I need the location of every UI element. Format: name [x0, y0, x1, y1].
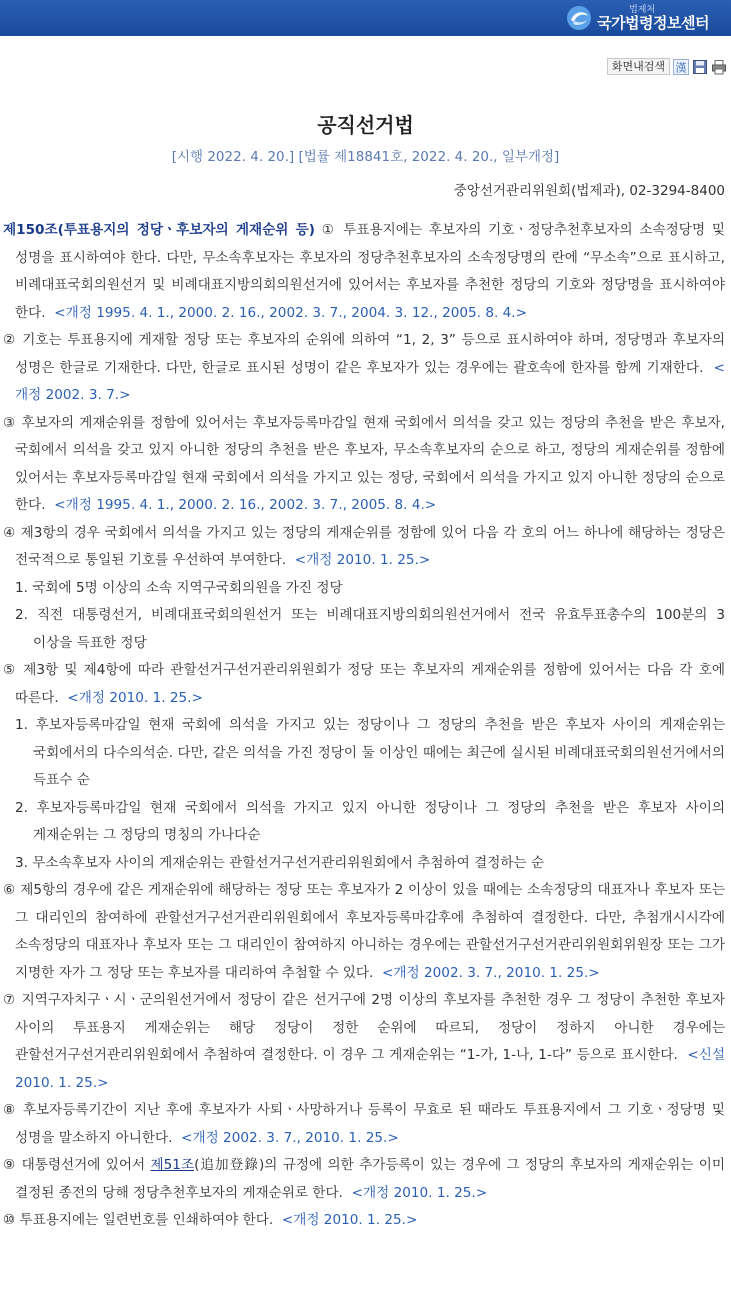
- paragraph-text: ⑦ 지역구자치구ㆍ시ㆍ군의원선거에서 정당이 같은 선거구에 2명 이상의 후보자를 추천한 경우 그 정당이 추천한 후보자 사이의 투표용지 게재순위는 해당 정당이 정한 순위에 따르되, 정당이 정하지 아니한 경우에는 관할선거구선거관리위원회에서 추첨하여 결정한다. 이 경우 그 게재순위는 “1-가, 1-나, 1-다” 등으로 표시한다.: [3, 992, 725, 1063]
- save-icon[interactable]: [692, 59, 708, 75]
- amendment-note: <개정 2010. 1. 25.>: [294, 552, 431, 568]
- paragraph-2: [3, 327, 725, 410]
- toolbar: [607, 58, 727, 75]
- paragraph-5: [3, 657, 725, 712]
- paragraph-9: [3, 1152, 725, 1207]
- paragraph-text: ② 기호는 투표용지에 게재할 정당 또는 후보자의 순위에 의하여 “1, 2, 3” 등으로 표시하여야 하며, 정당명과 후보자의 성명은 한글로 기재한다. 다만, 한글로 표시된 성명이 같은 후보자가 있는 경우에는 괄호속에 한자를 함께 기재한다.: [3, 332, 725, 376]
- amendment-note: <개정 2010. 1. 25.>: [281, 1212, 418, 1228]
- paragraph-text: ④ 제3항의 경우 국회에서 의석을 가지고 있는 정당의 게재순위를 정함에 있어 다음 각 호의 어느 하나에 해당하는 정당은 전국적으로 통일된 기호를 우선하여 부여한다.: [3, 524, 725, 568]
- department-contact: 중앙선거관리위원회(법제과), 02-3294-8400: [453, 183, 725, 199]
- list-item: 2. 직전 대통령선거, 비례대표국회의원선거 또는 비례대표지방의회의원선거에서 전국 유효투표총수의 100분의 3 이상을 득표한 정당: [15, 607, 725, 651]
- paragraph-text: ⑥ 제5항의 경우에 같은 게재순위에 해당하는 정당 또는 후보자가 2 이상이 있을 때에는 소속정당의 대표자나 후보자 또는 그 대리인의 참여하에 관할선거구선거관리위원회에서 후보자등록마감후에 추첨하여 결정한다. 다만, 추첨개시시각에 소속정당의 대표자나 후보자 또는 그 대리인이 참여하지 아니하는 경우에는 관할선거구선거관리위원회위원장 또는 그가 지명한 자가 그 정당 또는 후보자를 대리하여 추첨할 수 있다.: [3, 882, 725, 981]
- amendment-note: <개정 2002. 3. 7., 2010. 1. 25.>: [181, 1129, 399, 1146]
- paragraph-1: [3, 217, 725, 327]
- logo-subtitle: 법제처: [629, 4, 656, 15]
- list-item: 2. 후보자등록마감일 현재 국회에서 의석을 가지고 있지 아니한 정당이나 그 정당의 추천을 받은 후보자 사이의 게재순위는 그 정당의 명칭의 가나다순: [15, 799, 725, 843]
- paragraph-text: (追加登錄)의 규정에 의한 추가등록이 있는 경우에 그 정당의 후보자의 게재순위는 이미 결정된 종전의 당해 정당추천후보자의 게재순위로 한다.: [15, 1157, 725, 1201]
- enforcement-info: [시행 2022. 4. 20.] [법률 제18841호, 2022. 4. 20., 일부개정]: [171, 149, 560, 165]
- law-title: 공직선거법: [317, 113, 414, 137]
- hanja-icon[interactable]: [673, 59, 689, 75]
- list-item: 1. 국회에 5명 이상의 소속 지역구국회의원을 가진 정당: [15, 579, 343, 596]
- paragraph-3: [3, 410, 725, 520]
- article-body: [3, 217, 725, 1235]
- amendment-note: <개정 2010. 1. 25.>: [351, 1184, 488, 1201]
- article-51-link[interactable]: 제51조: [150, 1157, 195, 1173]
- paragraph-8: [3, 1097, 725, 1152]
- paragraph-text: ⑩ 투표용지에는 일련번호를 인쇄하여야 한다.: [3, 1212, 274, 1228]
- paragraph-7: [3, 987, 725, 1097]
- paragraph-text: ① 투표용지에는 후보자의 기호ㆍ정당추천후보자의 소속정당명 및 성명을 표시하여야 한다. 다만, 무소속후보자는 후보자의 정당추천후보자의 소속정당명의 란에 “무소속”으로 표시하고, 비례대표국회의원선거 및 비례대표지방의회의원선거에 있어서는 후보자를 추천한 정당의 기호와 정당명을 표시하여야 한다.: [15, 222, 726, 321]
- amendment-note: <개정 1995. 4. 1., 2000. 2. 16., 2002. 3. 7., 2004. 3. 12., 2005. 8. 4.>: [54, 304, 527, 321]
- amendment-note: <개정 2002. 3. 7.>: [15, 359, 725, 403]
- amendment-note: <개정 1995. 4. 1., 2000. 2. 16., 2002. 3. 7., 2005. 8. 4.>: [54, 497, 437, 513]
- paragraph-text: ⑤ 제3항 및 제4항에 따라 관할선거구선거관리위원회가 정당 또는 후보자의 게재순위를 정함에 있어서는 다음 각 호에 따른다.: [3, 662, 725, 706]
- amendment-note: <개정 2002. 3. 7., 2010. 1. 25.>: [382, 964, 600, 981]
- amendment-note: <신설 2010. 1. 25.>: [15, 1047, 725, 1091]
- paragraph-text: ③ 후보자의 게재순위를 정함에 있어서는 후보자등록마감일 현재 국회에서 의석을 갖고 있는 정당의 추천을 받은 후보자, 국회에서 의석을 갖고 있지 아니한 정당의 추천을 받은 후보자, 무소속후보자의 순으로 하고, 정당의 게재순위를 정함에 있어서는 후보자등록마감일 현재 국회에서 의석을 가지고 있는 정당, 국회에서 의석을 가지고 있지 아니한 정당의 순으로 한다.: [3, 414, 725, 513]
- amendment-note: <개정 2010. 1. 25.>: [67, 689, 203, 706]
- paragraph-text: ⑧ 후보자등록기간이 지난 후에 후보자가 사퇴ㆍ사망하거나 등록이 무효로 된 때라도 투표용지에서 그 기호ㆍ정당명 및 성명을 말소하지 아니한다.: [3, 1102, 725, 1146]
- header-bar: [0, 0, 731, 36]
- list-item: 3. 무소속후보자 사이의 게재순위는 관할선거구선거관리위원회에서 추첨하여 결정하는 순: [15, 854, 545, 871]
- logo-swirl-icon: [565, 4, 593, 32]
- article-heading: 제150조(투표용지의 정당ㆍ후보자의 게재순위 등): [3, 222, 315, 238]
- print-icon[interactable]: [711, 59, 727, 75]
- logo-title: 국가법령정보센터: [597, 13, 709, 32]
- paragraph-4: [3, 520, 725, 575]
- paragraph-6: [3, 877, 725, 987]
- paragraph-text: ⑨ 대통령선거에 있어서: [3, 1157, 151, 1173]
- list-item: 1. 후보자등록마감일 현재 국회에 의석을 가지고 있는 정당이나 그 정당의 추천을 받은 후보자 사이의 게재순위는 국회에서의 다수의석순. 다만, 같은 의석을 가진 정당이 둘 이상인 때에는 최근에 실시된 비례대표국회의원선거에서의 득표수 순: [15, 717, 725, 788]
- in-page-search-button[interactable]: 화면내검색: [607, 58, 670, 75]
- svg-text:漢: 漢: [675, 61, 687, 74]
- paragraph-10: [3, 1207, 725, 1235]
- logo[interactable]: [565, 2, 709, 34]
